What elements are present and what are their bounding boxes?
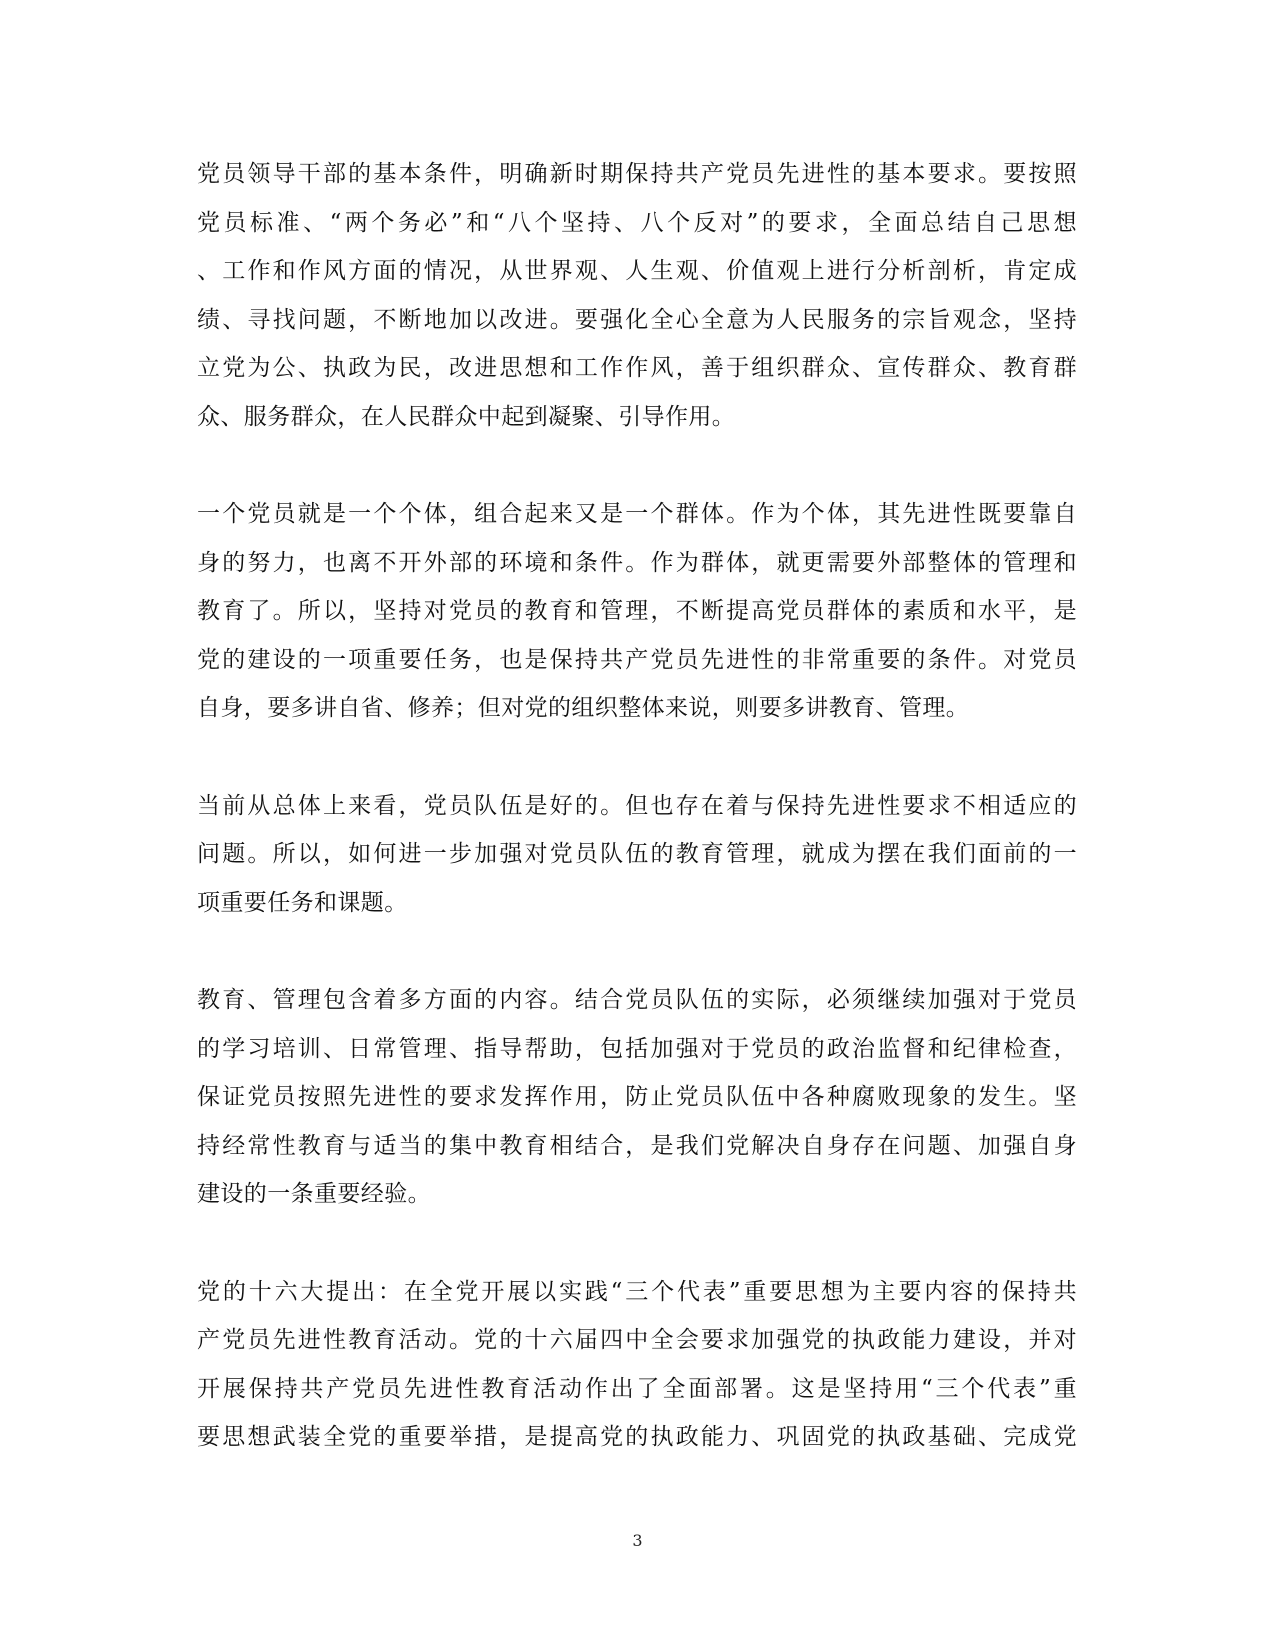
text-line: 问题。所以，如何进一步加强对党员队伍的教育管理，就成为摆在我们面前的一: [197, 841, 1077, 867]
text-line: 开展保持共产党员先进性教育活动作出了全面部署。这是坚持用“三个代表”重: [197, 1375, 1077, 1402]
text-line: 党员领导干部的基本条件，明确新时期保持共产党员先进性的基本要求。要按照: [197, 161, 1077, 187]
text-line: 立党为公、执政为民，改进思想和工作作风，善于组织群众、宣传群众、教育群: [197, 355, 1077, 381]
text-line: 产党员先进性教育活动。党的十六届四中全会要求加强党的执政能力建设，并对: [197, 1327, 1077, 1353]
text-line: 建设的一条重要经验。: [197, 1181, 431, 1207]
paragraph-5: [197, 1268, 1077, 1462]
text-line: 持经常性教育与适当的集中教育相结合，是我们党解决自身存在问题、加强自身: [197, 1132, 1077, 1159]
text-line: 的学习培训、日常管理、指导帮助，包括加强对于党员的政治监督和纪律检查，: [197, 1035, 1077, 1062]
text-line: 党的十六大提出：在全党开展以实践“三个代表”重要思想为主要内容的保持共: [197, 1278, 1077, 1305]
text-line: 党员标准、“两个务必”和“八个坚持、八个反对”的要求，全面总结自己思想: [197, 209, 1077, 236]
text-line: 当前从总体上来看，党员队伍是好的。但也存在着与保持先进性要求不相适应的: [197, 792, 1077, 819]
paragraph-4: [197, 976, 1077, 1219]
document-body: [197, 150, 1077, 1511]
text-line: 、工作和作风方面的情况，从世界观、人生观、价值观上进行分析剖析，肯定成: [197, 258, 1077, 284]
text-line: 身的努力，也离不开外部的环境和条件。作为群体，就更需要外部整体的管理和: [197, 549, 1077, 576]
text-line: 教育、管理包含着多方面的内容。结合党员队伍的实际，必须继续加强对于党员: [197, 987, 1077, 1013]
text-line: 众、服务群众，在人民群众中起到凝聚、引导作用。: [197, 403, 736, 430]
paragraph-2: [197, 490, 1077, 733]
text-line: 项重要任务和课题。: [197, 889, 408, 916]
text-line: 一个党员就是一个个体，组合起来又是一个群体。作为个体，其先进性既要靠自: [197, 501, 1077, 527]
text-line: 绩、寻找问题，不断地加以改进。要强化全心全意为人民服务的宗旨观念，坚持: [197, 306, 1077, 333]
paragraph-3: [197, 782, 1077, 928]
text-line: 教育了。所以，坚持对党员的教育和管理，不断提高党员群体的素质和水平，是: [197, 598, 1077, 624]
page-number: 3: [632, 1531, 643, 1550]
text-line: 党的建设的一项重要任务，也是保持共产党员先进性的非常重要的条件。对党员: [197, 646, 1077, 673]
text-line: 要思想武装全党的重要举措，是提高党的执政能力、巩固党的执政基础、完成党: [197, 1424, 1077, 1450]
paragraph-1: [197, 150, 1077, 441]
text-line: 保证党员按照先进性的要求发挥作用，防止党员队伍中各种腐败现象的发生。坚: [197, 1084, 1077, 1110]
text-line: 自身，要多讲自省、修养；但对党的组织整体来说，则要多讲教育、管理。: [197, 695, 970, 721]
